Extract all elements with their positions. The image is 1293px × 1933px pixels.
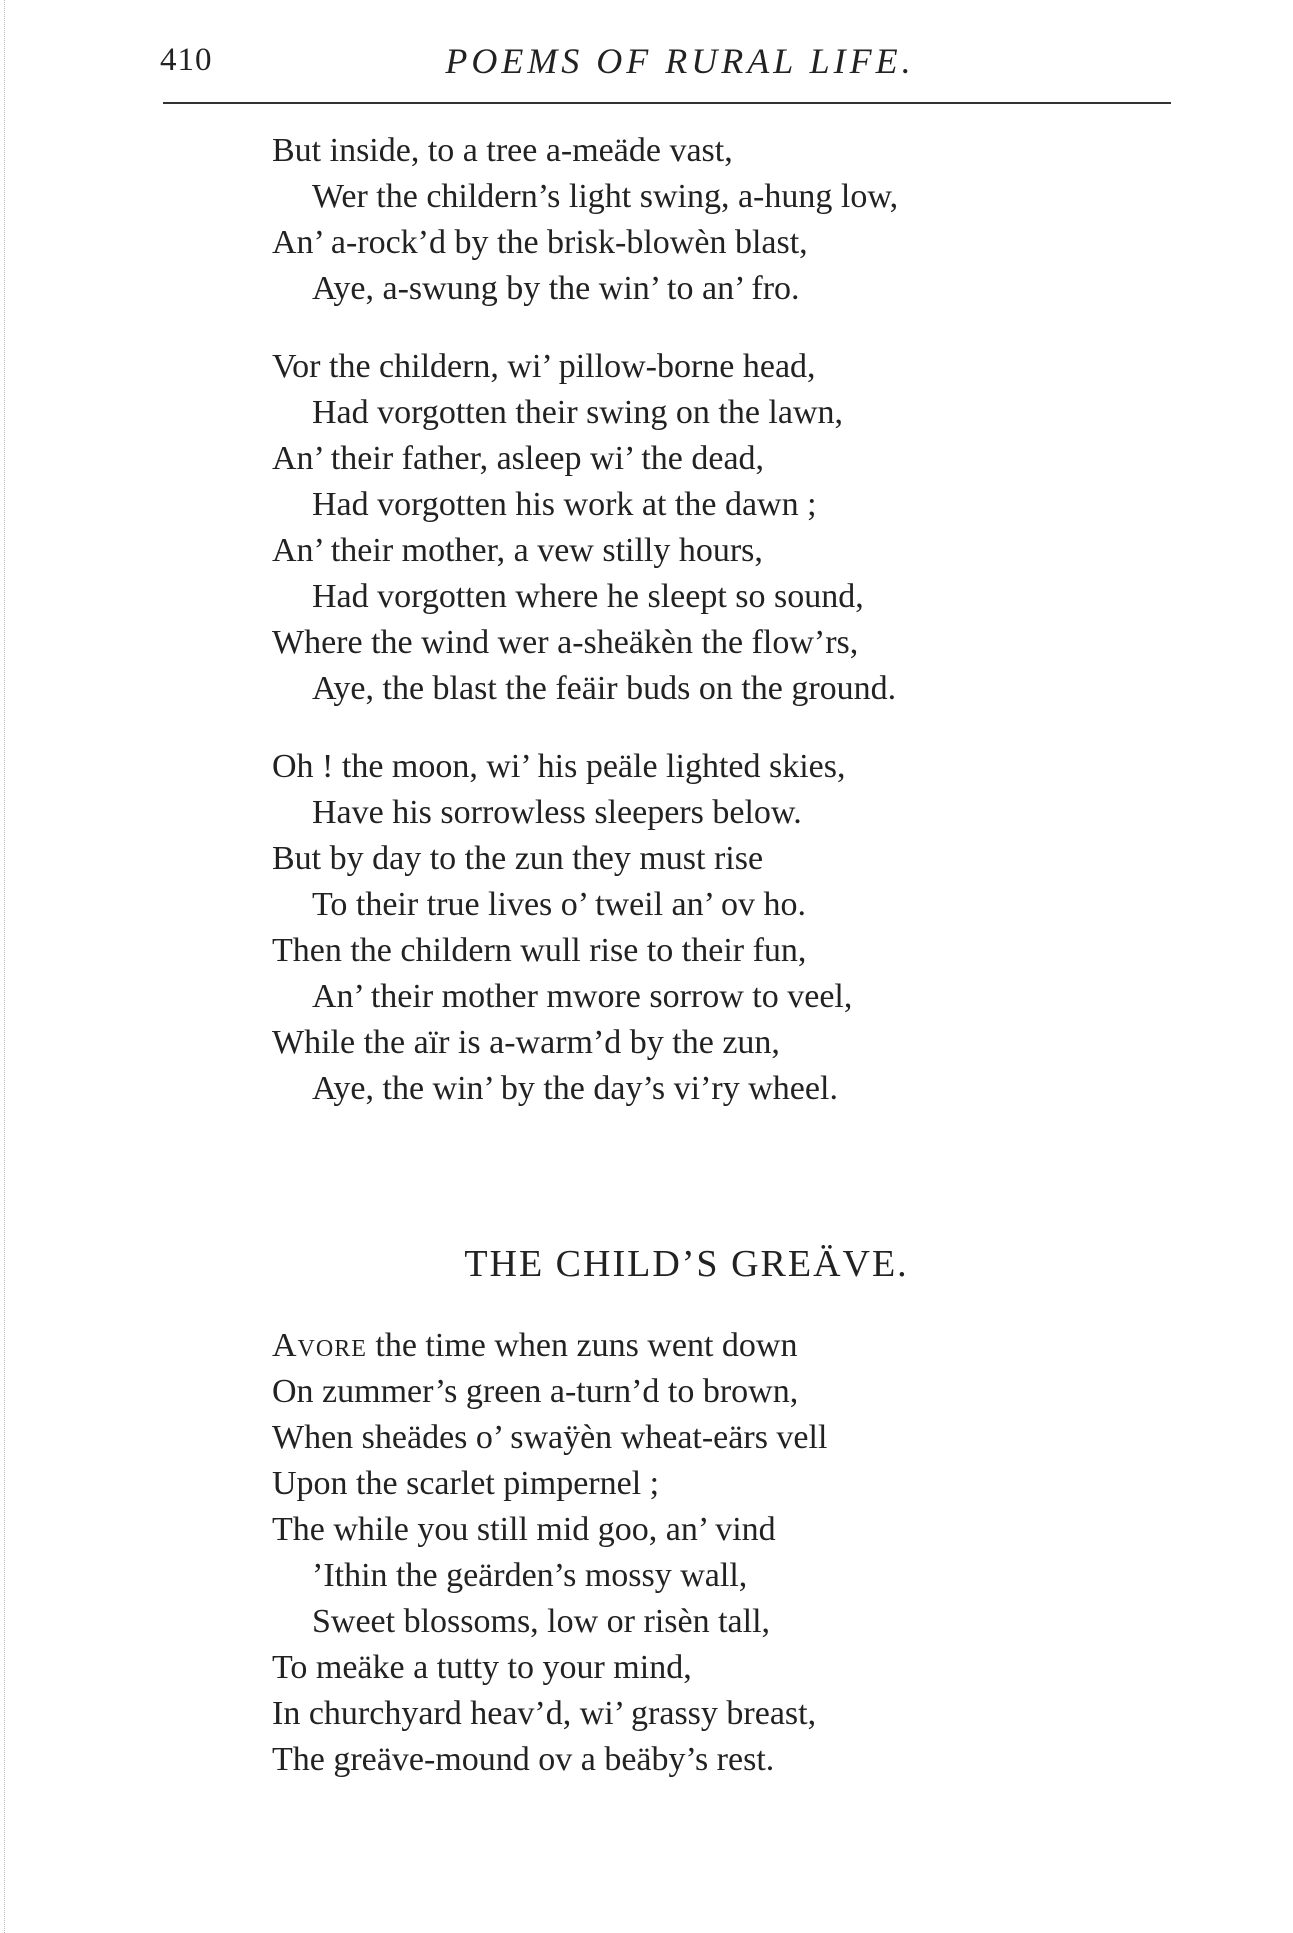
running-title: POEMS OF RURAL LIFE.	[445, 41, 915, 81]
poem-continued	[272, 128, 1172, 1144]
poem-line: Had vorgotten where he sleept so sound,	[312, 578, 864, 615]
poem-line: Wer the childern’s light swing, a-hung low,	[312, 178, 899, 215]
poem-line: Oh ! the moon, wi’ his peäle lighted skies,	[272, 748, 846, 785]
poem-title: THE CHILD’S GREÄVE.	[464, 1243, 909, 1285]
poem-line: Have his sorrowless sleepers below.	[312, 794, 802, 831]
header-rule	[163, 102, 1171, 104]
poem-line: Had vorgotten their swing on the lawn,	[312, 394, 844, 431]
poem-line: Where the wind wer a-sheäkèn the flow’rs,	[272, 624, 859, 661]
poem-line: An’ their mother mwore sorrow to veel,	[312, 978, 853, 1015]
first-line-rest: the time when zuns went down	[366, 1327, 798, 1364]
poem-line: When sheädes o’ swaÿèn wheat-eärs vell	[272, 1419, 828, 1456]
page-number: 410	[160, 42, 213, 78]
poem-line: The while you still mid goo, an’ vind	[272, 1511, 776, 1548]
poem-line: To their true lives o’ tweil an’ ov ho.	[312, 886, 806, 923]
poem-line: Then the childern wull rise to their fun,	[272, 932, 807, 969]
new-poem-lines	[272, 1369, 1172, 1783]
poem-line: Upon the scarlet pimpernel ;	[272, 1465, 660, 1502]
poem-line: But inside, to a tree a-meäde vast,	[272, 132, 733, 169]
poem-line: An’ a-rock’d by the brisk-blowèn blast,	[272, 224, 808, 261]
stanza	[272, 744, 1172, 1112]
poem-line: But by day to the zun they must rise	[272, 840, 764, 877]
poem-line: ’Ithin the geärden’s mossy wall,	[312, 1557, 748, 1594]
poem-line: An’ their father, asleep wi’ the dead,	[272, 440, 765, 477]
poem-first-line	[272, 1323, 1172, 1369]
lead-word: Avore	[272, 1327, 367, 1364]
poem-line: Had vorgotten his work at the dawn ;	[312, 486, 817, 523]
poem-line: Aye, the win’ by the day’s vi’ry wheel.	[312, 1070, 838, 1107]
poem-line: Sweet blossoms, low or risèn tall,	[312, 1603, 771, 1640]
stanza	[272, 344, 1172, 712]
poem-line: Aye, a-swung by the win’ to an’ fro.	[312, 270, 800, 307]
poem-line: Vor the childern, wi’ pillow-borne head,	[272, 348, 816, 385]
poem-line: The greäve-mound ov a beäby’s rest.	[272, 1741, 775, 1778]
stanza	[272, 128, 1172, 312]
margin-dotted-edge	[4, 0, 9, 1933]
poem-line: An’ their mother, a vew stilly hours,	[272, 532, 763, 569]
poem-line: While the aïr is a-warm’d by the zun,	[272, 1024, 780, 1061]
poem-line: To meäke a tutty to your mind,	[272, 1649, 692, 1686]
poem-line: In churchyard heav’d, wi’ grassy breast,	[272, 1695, 817, 1732]
poem-line: Aye, the blast the feäir buds on the ground.	[312, 670, 897, 707]
page-header	[160, 38, 1170, 98]
poem-line: On zummer’s green a-turn’d to brown,	[272, 1373, 799, 1410]
new-poem	[272, 1323, 1172, 1783]
